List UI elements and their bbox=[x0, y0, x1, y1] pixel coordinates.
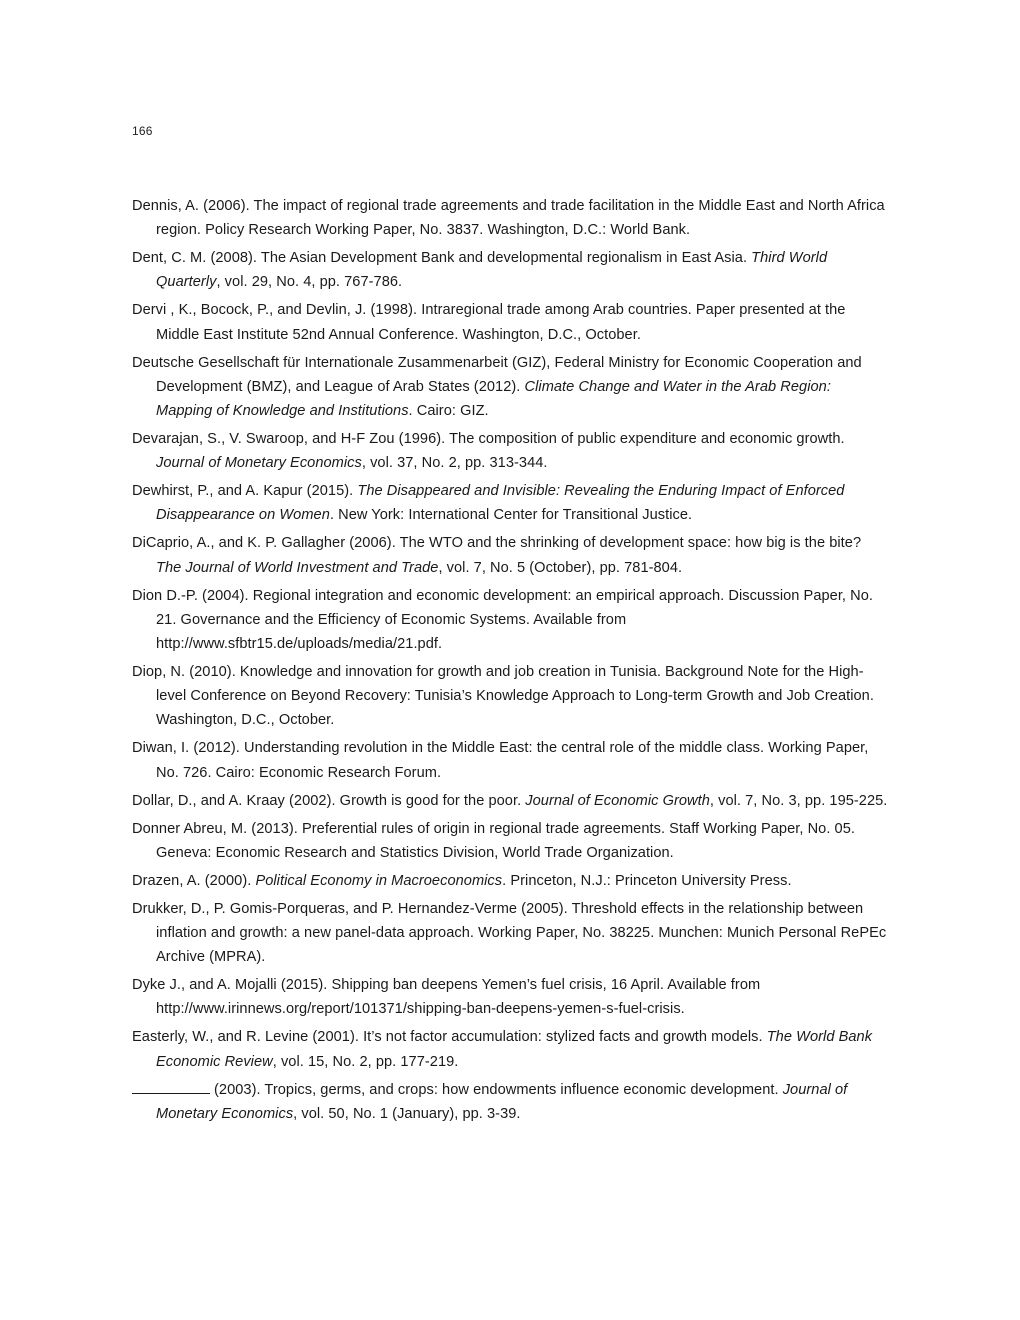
reference-text: , vol. 7, No. 5 (October), pp. 781-804. bbox=[438, 559, 683, 576]
reference-title-italic: Journal of Monetary Economics bbox=[156, 455, 362, 472]
reference-entry bbox=[132, 246, 888, 294]
reference-entry bbox=[132, 1078, 888, 1126]
reference-text: Devarajan, S., V. Swaroop, and H-F Zou (1996). The composition of public expenditure and economic growth. bbox=[132, 431, 845, 448]
reference-text: Dollar, D., and A. Kraay (2002). Growth is good for the poor. bbox=[132, 792, 526, 809]
reference-text: . Cairo: GIZ. bbox=[408, 403, 489, 420]
reference-text: Drazen, A. (2000). bbox=[132, 872, 256, 889]
reference-text: Dyke J., and A. Mojalli (2015). Shipping ban deepens Yemen’s fuel crisis, 16 April. Available from http://www.irinnews.org/report/101371/shipping-ban-deepens-yemen-s-fuel-crisis. bbox=[132, 977, 761, 1018]
reference-text: Diwan, I. (2012). Understanding revolution in the Middle East: the central role of the middle class. Working Paper, No. 726. Cairo: Economic Research Forum. bbox=[132, 740, 869, 781]
reference-entry bbox=[132, 869, 888, 893]
reference-text: , vol. 50, No. 1 (January), pp. 3-39. bbox=[293, 1105, 521, 1122]
reference-entry bbox=[132, 479, 888, 527]
reference-text: Dennis, A. (2006). The impact of regional trade agreements and trade facilitation in the Middle East and North Africa region. Policy Research Working Paper, No. 3837. Washington, D.C.: World Bank. bbox=[132, 198, 885, 239]
reference-title-italic: Journal of Economic Growth bbox=[525, 792, 710, 809]
reference-text: Dervi , K., Bocock, P., and Devlin, J. (1998). Intraregional trade among Arab countries. Paper presented at the Middle East Institute 52nd Annual Conference. Washington, D.C., October. bbox=[132, 302, 846, 343]
reference-entry bbox=[132, 897, 888, 970]
reference-entry bbox=[132, 789, 888, 813]
page-number: 166 bbox=[132, 124, 153, 138]
reference-text: Easterly, W., and R. Levine (2001). It’s not factor accumulation: stylized facts and growth models. bbox=[132, 1029, 767, 1046]
reference-title-italic: The Journal of World Investment and Trade bbox=[156, 559, 439, 576]
reference-title-italic: Political Economy in Macroeconomics bbox=[255, 872, 503, 889]
reference-entry bbox=[132, 298, 888, 346]
reference-text: DiCaprio, A., and K. P. Gallagher (2006). The WTO and the shrinking of development space: how big is the bite? bbox=[132, 535, 862, 552]
reference-title-italic: Third World Quarterly bbox=[156, 250, 828, 291]
repeated-author-rule bbox=[132, 1079, 210, 1094]
reference-text: Dewhirst, P., and A. Kapur (2015). bbox=[132, 483, 358, 500]
reference-list bbox=[132, 194, 888, 1130]
reference-entry bbox=[132, 584, 888, 657]
reference-text: , vol. 7, No. 3, pp. 195-225. bbox=[709, 792, 888, 809]
reference-text: Diop, N. (2010). Knowledge and innovation for growth and job creation in Tunisia. Background Note for the High-level Conference on Beyond Recovery: Tunisia’s Knowledge Approach to Long-term Growth and Job Creation. Washington, D.C., October. bbox=[132, 664, 874, 729]
reference-entry bbox=[132, 660, 888, 733]
reference-text: Dent, C. M. (2008). The Asian Development Bank and developmental regionalism in East Asia. bbox=[132, 250, 752, 267]
reference-entry bbox=[132, 194, 888, 242]
reference-text: Donner Abreu, M. (2013). Preferential rules of origin in regional trade agreements. Staff Working Paper, No. 05. Geneva: Economic Research and Statistics Division, World Trade Organization. bbox=[132, 820, 855, 861]
reference-title-italic: Journal of Monetary Economics bbox=[156, 1081, 848, 1122]
reference-text: , vol. 29, No. 4, pp. 767-786. bbox=[216, 274, 403, 291]
reference-text: Drukker, D., P. Gomis-Porqueras, and P. Hernandez-Verme (2005). Threshold effects in the relationship between inflation and growth: a new panel-data approach. Working Paper, No. 38225. Munchen: Munich Personal RePEc Archive (MPRA). bbox=[132, 900, 887, 966]
reference-entry bbox=[132, 973, 888, 1021]
reference-text: . New York: International Center for Transitional Justice. bbox=[329, 507, 693, 524]
reference-text: , vol. 37, No. 2, pp. 313-344. bbox=[361, 455, 548, 472]
reference-title-italic: The Disappeared and Invisible: Revealing the Enduring Impact of Enforced Disappearance on Women bbox=[156, 483, 845, 524]
reference-entry bbox=[132, 736, 888, 784]
reference-entry bbox=[132, 427, 888, 475]
reference-entry bbox=[132, 351, 888, 424]
reference-text: Dion D.-P. (2004). Regional integration and economic development: an empirical approach. Discussion Paper, No. 21. Governance and the Efficiency of Economic Systems. Available from http://www.sfbtr15.de/uploads/media/21.pdf. bbox=[132, 587, 873, 653]
reference-entry bbox=[132, 1025, 888, 1073]
reference-text: (2003). Tropics, germs, and crops: how endowments influence economic development. bbox=[214, 1081, 783, 1098]
reference-entry bbox=[132, 817, 888, 865]
reference-text: , vol. 15, No. 2, pp. 177-219. bbox=[272, 1053, 459, 1070]
reference-text: Deutsche Gesellschaft für Internationale Zusammenarbeit (GIZ), Federal Ministry for Economic Cooperation and Development (BMZ), and League of Arab States (2012). bbox=[132, 354, 862, 395]
reference-entry bbox=[132, 531, 888, 579]
reference-text: . Princeton, N.J.: Princeton University Press. bbox=[502, 872, 792, 889]
reference-title-italic: The World Bank Economic Review bbox=[156, 1029, 873, 1070]
reference-title-italic: Climate Change and Water in the Arab Region: Mapping of Knowledge and Institutions bbox=[156, 378, 831, 420]
